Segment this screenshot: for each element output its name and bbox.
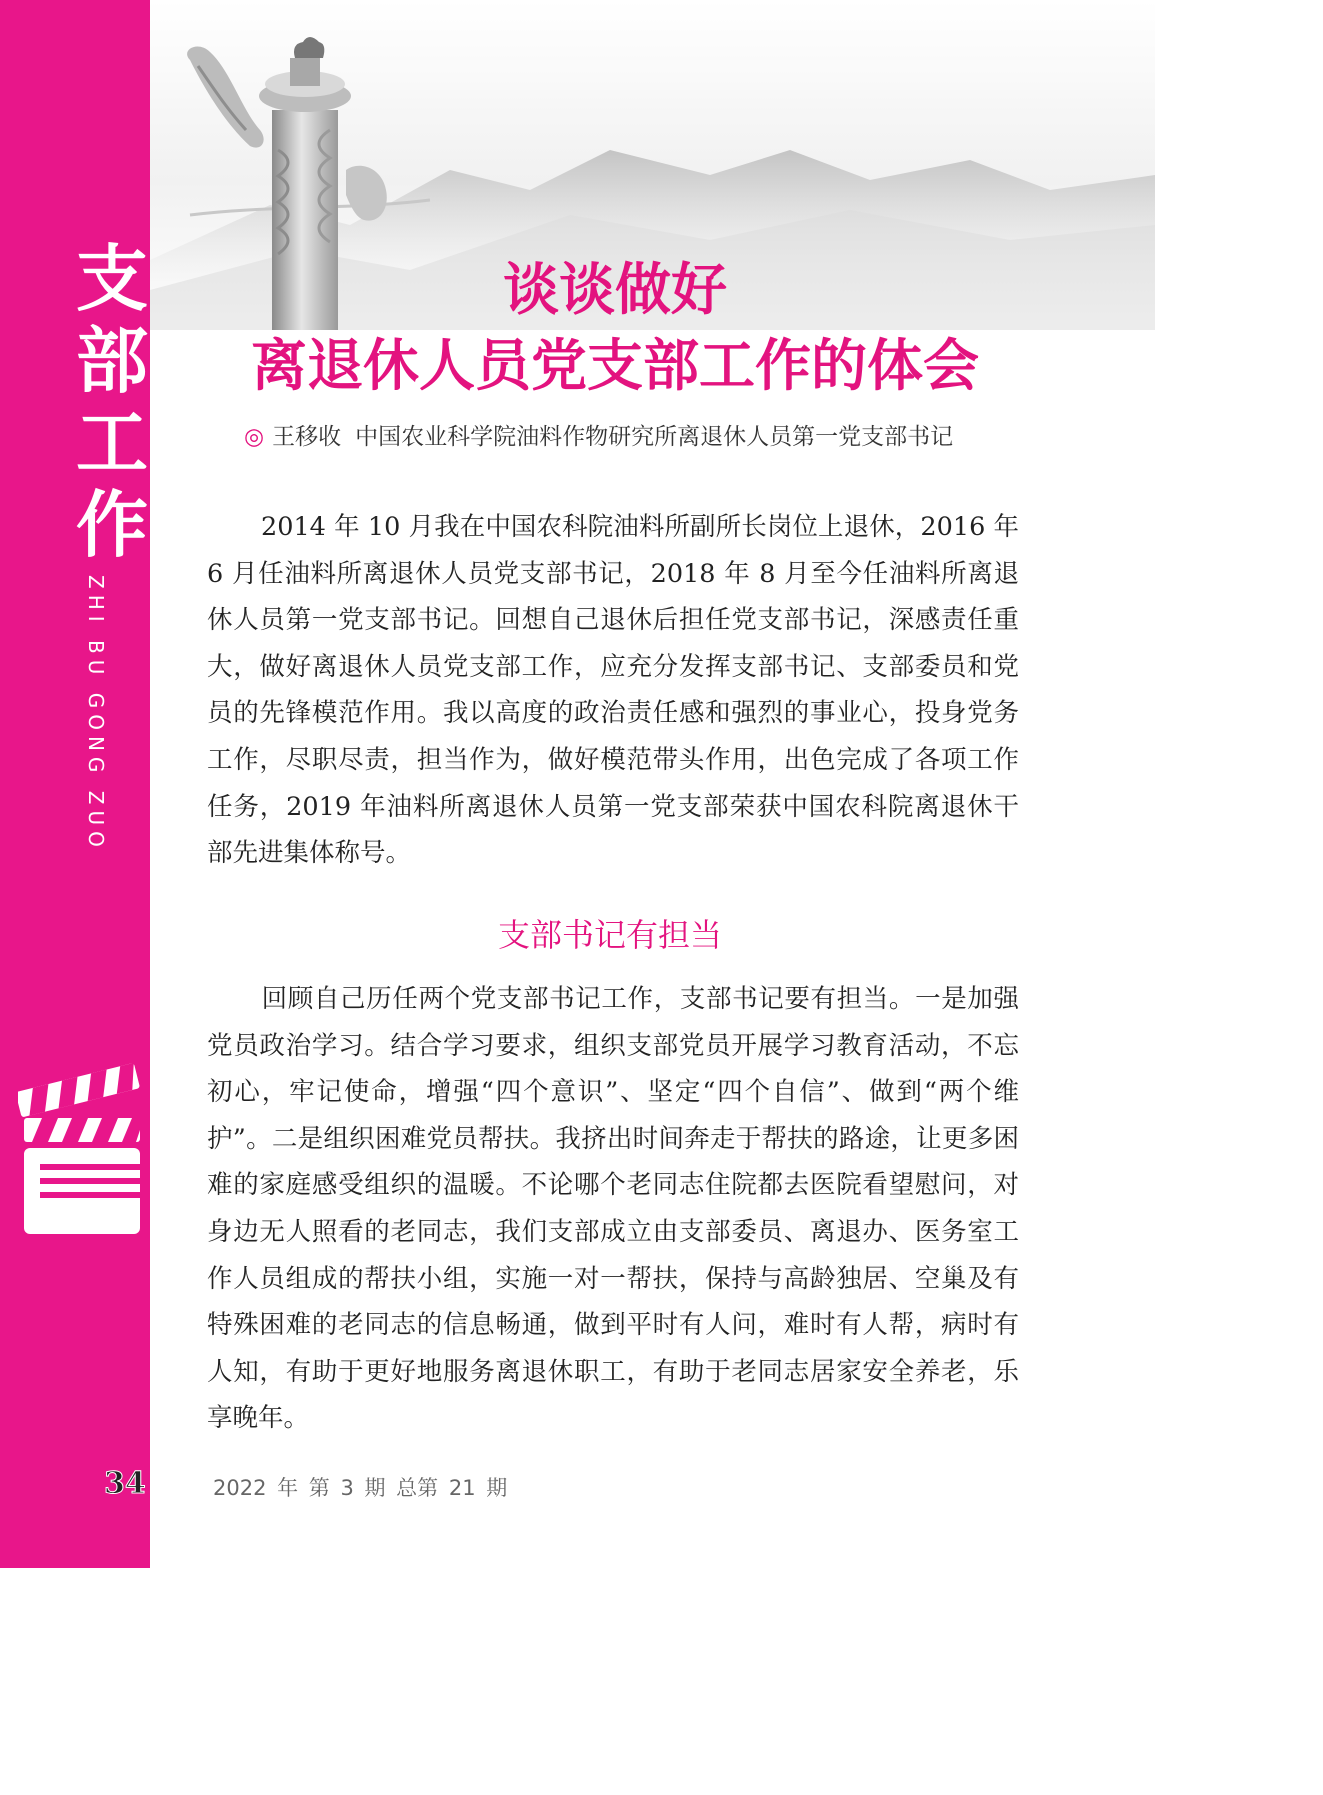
clapperboard-icon <box>18 1060 140 1240</box>
paragraph-1-text: 2014 年 10 月我在中国农科院油料所副所长岗位上退休，2016 年 6 月任油料所离退休人员党支部书记，2018 年 8 月至今任油料所离退休人员第一党支部书记。回想自己退休后担任党支部书记，深感责任重大，做好离退休人员党支部工作，应充分发挥支部书记、支部委员和党员的先锋模范作用。我以高度的政治责任感和强烈的事业心，投身党务工作，尽职尽责，担当作为，做好模范带头作用，出色完成了各项工作任务，2019 年油料所离退休人员第一党支部荣获中国农科院离退休干部先进集体称号。 <box>207 512 1019 869</box>
page-number: 34 <box>104 1466 146 1501</box>
sidebar-band <box>0 0 150 1568</box>
article-paragraph-2 <box>207 976 1019 1442</box>
author-line <box>244 418 1094 451</box>
section-title-char: 作 <box>75 483 148 567</box>
section-title <box>72 238 152 566</box>
article-title-line1: 谈谈做好 <box>503 258 727 323</box>
bullet-circle-icon: ◎ <box>244 424 265 450</box>
section-title-char: 部 <box>75 319 148 403</box>
article-title-line2: 离退休人员党支部工作的体会 <box>251 334 979 399</box>
article-subheading: 支部书记有担当 <box>497 916 722 954</box>
author-affiliation: 中国农业科学院油料作物研究所离退休人员第一党支部书记 <box>355 424 954 450</box>
article-paragraph-1 <box>207 504 1019 877</box>
author-name: 王移收 <box>272 424 342 450</box>
issue-info: 2022 年 第 3 期 总第 21 期 <box>213 1476 508 1500</box>
paragraph-2-text: 回顾自己历任两个党支部书记工作，支部书记要有担当。一是加强党员政治学习。结合学习要求，组织支部党员开展学习教育活动，不忘初心，牢记使命，增强“四个意识”、坚定“四个自信”、做到“两个维护”。二是组织困难党员帮扶。我挤出时间奔走于帮扶的路途，让更多困难的家庭感受组织的温暖。不论哪个老同志住院都去医院看望慰问，对身边无人照看的老同志，我们支部成立由支部委员、离退办、医务室工作人员组成的帮扶小组，实施一对一帮扶，保持与高龄独居、空巢及有特殊困难的老同志的信息畅通，做到平时有人问，难时有人帮，病时有人知，有助于更好地服务离退休职工，有助于老同志居家安全养老，乐享晚年。 <box>207 984 1019 1434</box>
section-title-char: 支 <box>75 237 148 321</box>
section-title-char: 工 <box>75 401 148 485</box>
section-pinyin: ZHI BU GONG ZUO <box>84 575 108 853</box>
